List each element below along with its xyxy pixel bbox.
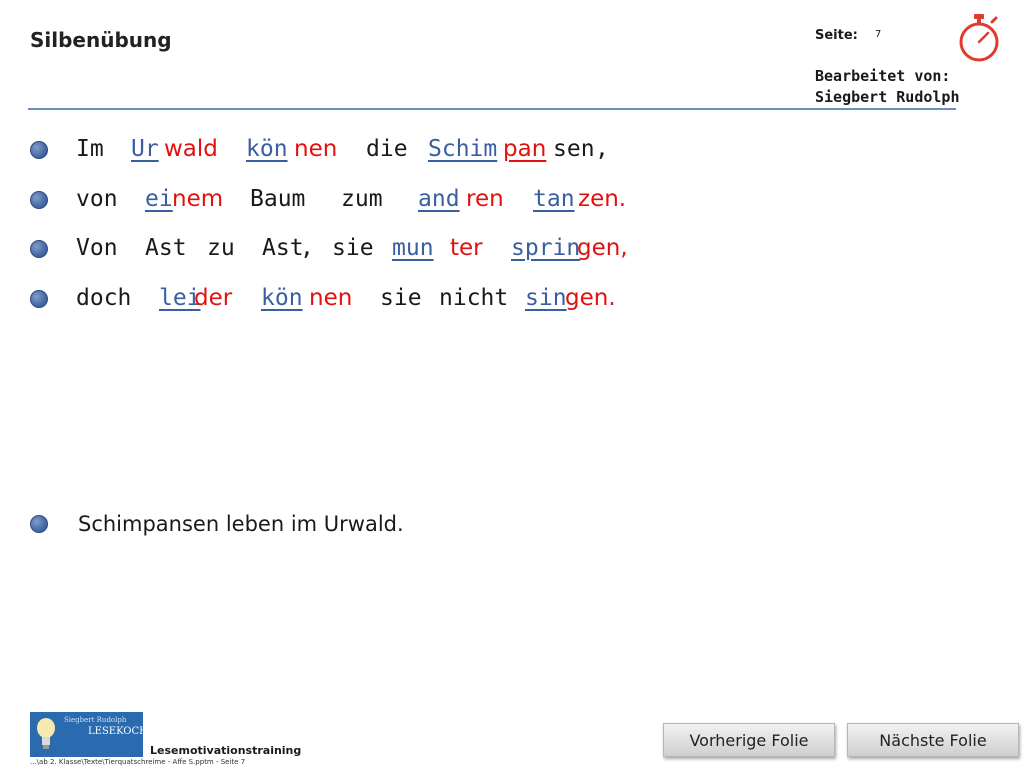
syllable-red: ter	[450, 235, 483, 261]
footer-title: Lesemotivationstraining	[150, 744, 302, 757]
syllable-red: gen.	[565, 285, 616, 311]
word: sie	[380, 285, 422, 311]
syllable-blue: sprin	[511, 235, 581, 261]
syllable-blue: kön	[246, 136, 288, 162]
syllable-blue: kön	[261, 285, 303, 311]
word: nicht	[439, 285, 509, 311]
syllable-red: pan	[503, 136, 547, 162]
syllable: sen	[553, 136, 595, 162]
syllable-blue: sin	[525, 285, 567, 311]
bullet-icon	[30, 290, 48, 308]
edited-by-label: Bearbeitet von:	[815, 67, 951, 85]
syllable-blue: mun	[392, 235, 434, 261]
page-label: Seite:	[815, 28, 858, 43]
file-path: ...\ab 2. Klasse\Texte\Tierquatschreime - Affe S.pptm - Seite 7	[30, 758, 246, 766]
word: Im	[76, 136, 104, 162]
lightbulb-icon	[36, 716, 56, 752]
word: Ast	[262, 235, 304, 261]
slide-title: Silbenübung	[30, 28, 172, 52]
word: Ast	[145, 235, 187, 261]
punctuation: ,	[595, 136, 609, 162]
page-number: 7	[875, 29, 882, 40]
syllable-blue: Schim	[428, 136, 498, 162]
bullet-icon	[30, 240, 48, 258]
word: doch	[76, 285, 132, 311]
syllable-red: nen	[294, 136, 338, 162]
previous-slide-button[interactable]: Vorherige Folie	[663, 723, 835, 757]
logo-brand: LESEKOCH	[88, 726, 148, 737]
poem-line-3	[30, 229, 76, 269]
poem-line-2	[30, 180, 76, 220]
syllable-blue: ei	[145, 186, 173, 212]
header-divider	[28, 108, 956, 110]
summary-line	[30, 512, 404, 536]
bullet-icon	[30, 141, 48, 159]
poem-line-1	[30, 130, 76, 170]
syllable-blue: lei	[159, 285, 201, 311]
syllable-red: nem	[172, 186, 224, 212]
bullet-icon	[30, 191, 48, 209]
syllable-blue: Ur	[131, 136, 159, 162]
word: von	[76, 186, 118, 212]
syllable-blue: tan	[533, 186, 575, 212]
word: Von	[76, 235, 118, 261]
word: zum	[341, 186, 383, 212]
next-slide-button[interactable]: Nächste Folie	[847, 723, 1019, 757]
bullet-icon	[30, 515, 48, 533]
poem-line-4	[30, 279, 76, 319]
author-name: Siegbert Rudolph	[815, 88, 960, 106]
syllable-red: ren	[466, 186, 504, 212]
punctuation: ,	[300, 235, 314, 261]
syllable-red: wald	[164, 136, 218, 162]
syllable-red: nen	[309, 285, 353, 311]
syllable-red: zen.	[578, 186, 627, 212]
word: die	[366, 136, 408, 162]
syllable-red: gen,	[577, 235, 628, 261]
lesekoch-logo	[30, 712, 148, 757]
word: sie	[332, 235, 374, 261]
logo-author: Siegbert Rudolph	[64, 716, 127, 724]
syllable-red: der	[194, 285, 233, 311]
summary-text: Schimpansen leben im Urwald.	[78, 512, 404, 536]
stopwatch-icon[interactable]	[955, 12, 1003, 64]
word: Baum	[250, 186, 306, 212]
word: zu	[207, 235, 235, 261]
syllable-blue: and	[418, 186, 460, 212]
